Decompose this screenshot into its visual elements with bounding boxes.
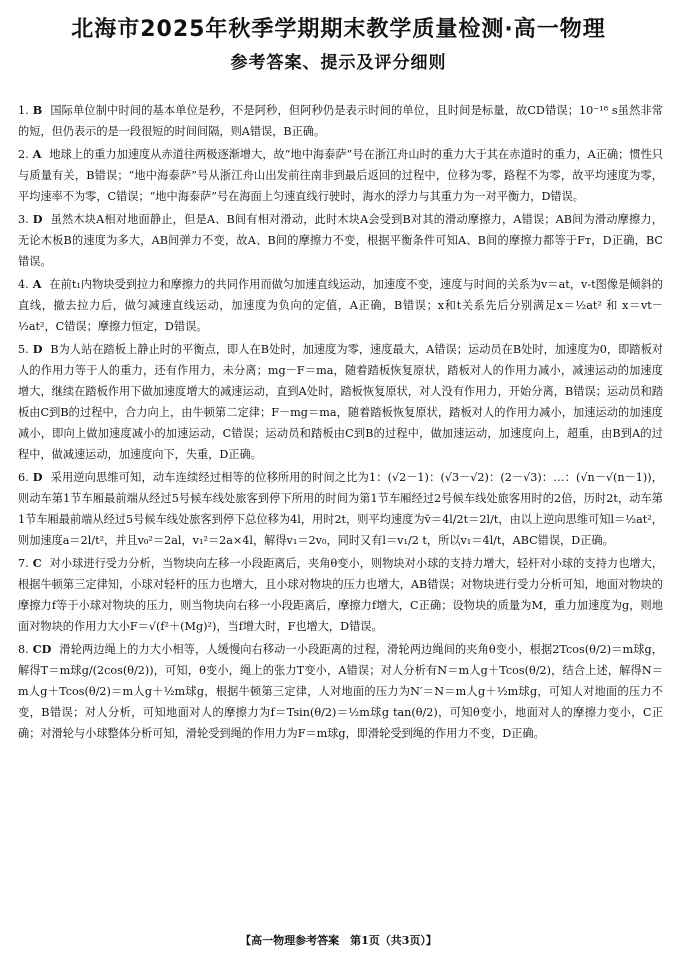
answer-explanation: B为人站在踏板上静止时的平衡点，即人在B处时，加速度为零，速度最大，A错误；运动员在B处时，加速度为0，即踏板对人的作用力等于人的重力，还有作用力，未分离；mg－F＝ma，随着踏板恢复原状，踏板对人的作用力减小，减速运动的加速度增大，继续在踏板作用下做加速度增大的减速运动，直到A处时，踏板恢复原状，对人没有作用力，开始分离，B错误；运动员和踏板由C到B的过程中，合力向上，由牛顿第二定律；F－mg＝ma，随着踏板恢复原状，踏板对人的作用力减小，加速运动的加速度减小，即向上做加速度减小的加速运动，C错误；运动员和踏板由C到B的过程中，做加速运动，加速度向上，超重，由B到A的过程中，做减速运动，加速度向下，失重，D正确。 <box>18 343 663 461</box>
answer-key: D <box>32 212 43 226</box>
answer-list <box>18 100 663 746</box>
answer-explanation: 对小球进行受力分析，当物块向左移一小段距离后，夹角θ变小，则物块对小球的支持力增大，轻杆对小球的支持力也增大，根据牛顿第三定律知，小球对轻杆的压力也增大，且小球对物块的压力也增大，AB错误；对物块进行受力分析可知，地面对物块的摩擦力f等于小球对物块的压力，则当物块向右移一小段距离后，摩擦力f增大，C正确；设物块的质量为M，重力加速度为g，则地面对物块的作用力大小F＝√(f²＋(Mg)²)，当f增大时，F也增大，D错误。 <box>18 557 663 633</box>
answer-key: D <box>32 342 43 356</box>
answer-key: A <box>32 277 42 291</box>
answer-number: 4. <box>18 278 29 291</box>
page-footer: 【高一物理参考答案 第1页（共3页）】 <box>240 934 437 947</box>
answer-item-2 <box>18 144 663 207</box>
answer-key: D <box>32 470 43 484</box>
answer-number: 5. <box>18 343 29 356</box>
page-subtitle: 参考答案、提示及评分细则 <box>230 53 447 73</box>
answer-item-8 <box>18 639 663 744</box>
answer-explanation: 地球上的重力加速度从赤道往两极逐渐增大，故“地中海泰萨”号在浙江舟山时的重力大于其在赤道时的重力，A正确；惯性只与质量有关，B错误；“地中海泰萨”号从浙江舟山出发前往南非到最后返回的过程中，位移为零，路程不为零，故平均速度为零，平均速率不为零，C错误；“地中海泰萨”号在海面上匀速直线行驶时，海水的浮力与其重力为一对平衡力，D错误。 <box>18 148 663 203</box>
answer-number: 8. <box>18 643 29 656</box>
answer-item-1 <box>18 100 663 142</box>
answer-item-5 <box>18 339 663 465</box>
answer-number: 3. <box>18 213 29 226</box>
answer-key: C <box>32 556 42 570</box>
answer-explanation: 国际单位制中时间的基本单位是秒，不是阿秒，但阿秒仍是表示时间的单位，且时间是标量，故CD错误；10⁻¹⁸ s虽然非常的短，但仍表示的是一段很短的时间间隔，则A错误，B正确。 <box>18 104 663 138</box>
answer-key: A <box>32 147 42 161</box>
answer-item-6 <box>18 467 663 551</box>
answer-number: 7. <box>18 557 29 570</box>
answer-explanation: 在前t₁内物块受到拉力和摩擦力的共同作用而做匀加速直线运动，加速度不变，速度与时间的关系为v＝at，v-t图像是倾斜的直线，撤去拉力后，做匀减速直线运动，加速度为负向的定值，A正确，B错误；x和t关系先后分别满足x＝½at² 和 x＝vt－½at²，C错误；摩擦力恒定，D错误。 <box>18 278 663 333</box>
page-title: 北海市2025年秋季学期期末教学质量检测·高一物理 <box>71 17 606 42</box>
answer-item-7 <box>18 553 663 637</box>
answer-explanation: 采用逆向思维可知，动车连续经过相等的位移所用的时间之比为1：(√2－1)：(√3－√2)：(2－√3)：…：(√n－√(n－1))，则动车第1节车厢最前端从经过5号候车线处旅客到停下所用的时间为第1节车厢经过2号候车线处旅客用时的2倍，历时2t，动车第1节车厢最前端从经过5号候车线处旅客到停下总位移为4l，用时2t，则平均速度为v̄＝4l/2t＝2l/t，由以上逆向思维可知l＝½at²，则加速度a＝2l/t²，并且v₀²＝2al，v₁²＝2a×4l，解得v₁＝2v₀，同时又有l＝v₁/2 t，所以v₁＝4l/t，ABC错误，D正确。 <box>18 471 663 547</box>
answer-key: CD <box>32 642 52 656</box>
answer-explanation: 虽然木块A相对地面静止，但是A、B间有相对滑动，此时木块A会受到B对其的滑动摩擦力，A错误；AB间为滑动摩擦力，无论木板B的速度为多大，AB间弹力不变，故A、B间的摩擦力不变，根据平衡条件可知A、B间的摩擦力都等于Fᴛ，D正确，BC错误。 <box>18 213 663 268</box>
answer-number: 2. <box>18 148 29 161</box>
answer-item-4 <box>18 274 663 337</box>
answer-item-3 <box>18 209 663 272</box>
answer-key: B <box>32 103 43 117</box>
answer-number: 1. <box>18 104 29 117</box>
answer-number: 6. <box>18 471 29 484</box>
answer-explanation: 滑轮两边绳上的力大小相等，人缓慢向右移动一小段距离的过程，滑轮两边绳间的夹角θ变小，根据2Tcos(θ/2)＝m球g，解得T＝m球g/(2cos(θ/2))，可知，θ变小，绳上的张力T变小，A错误；对人分析有N＝m人g＋Tcos(θ/2)，结合上述，解得N＝m人g＋Tcos(θ/2)＝m人g＋½m球g，根据牛顿第三定律，人对地面的压力为N′＝N＝m人g＋½m球g，可知人对地面的压力不变，B错误；对人分析，可知地面对人的摩擦力为f＝Tsin(θ/2)＝½m球g tan(θ/2)，可知θ变小，地面对人的摩擦力变小，C正确；对滑轮与小球整体分析可知，滑轮受到绳的作用力为F＝m球g，即滑轮受到绳的作用力不变，D正确。 <box>18 643 663 740</box>
